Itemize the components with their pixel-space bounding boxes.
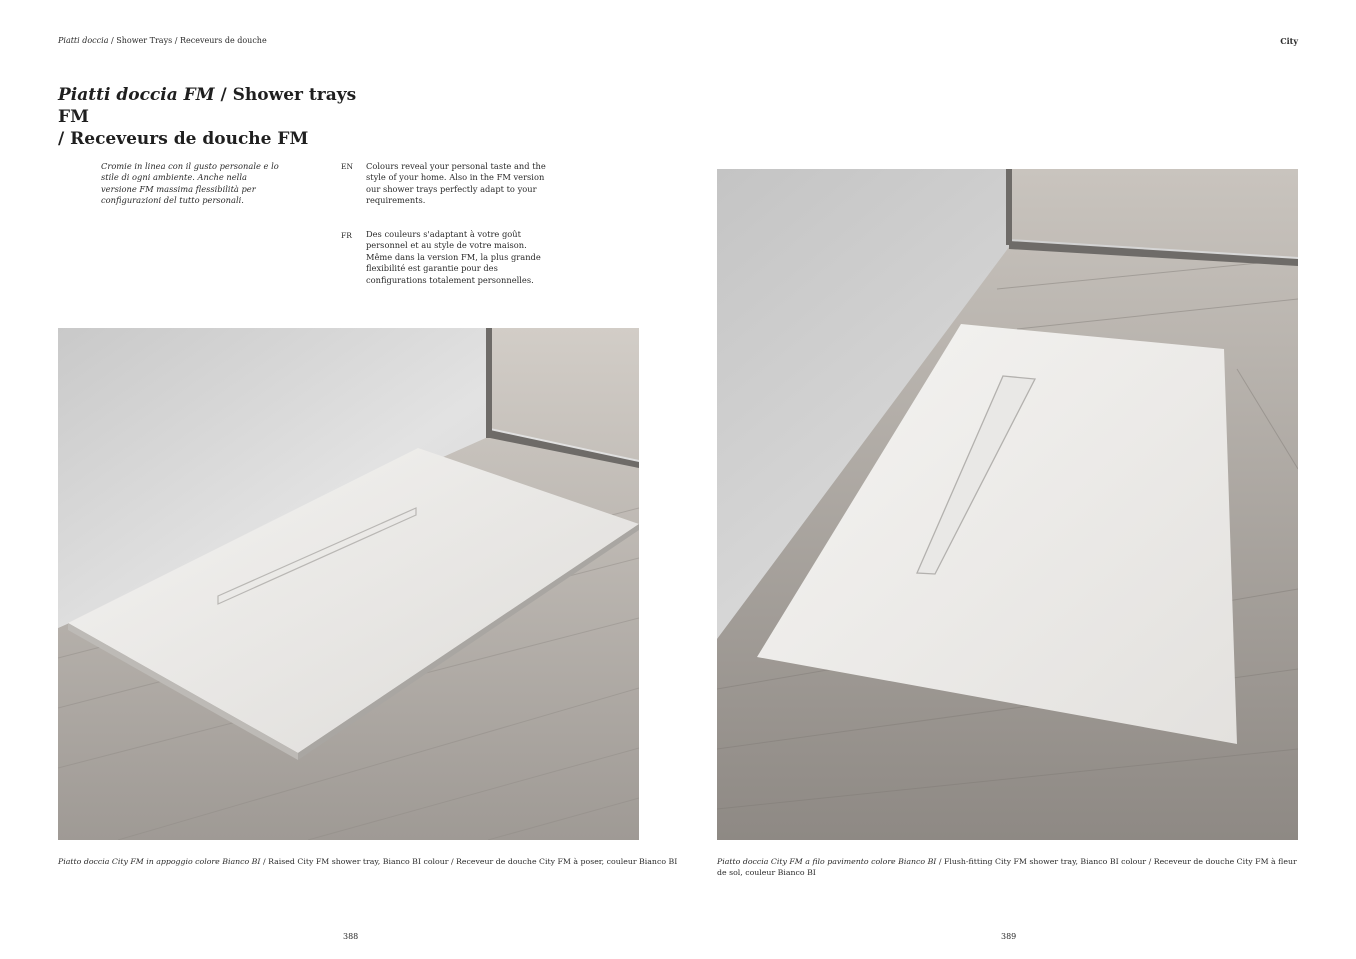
page-title bbox=[58, 84, 378, 150]
caption-right bbox=[717, 856, 1298, 878]
photo-flush-shower-tray bbox=[717, 169, 1298, 840]
photo-raised-shower-tray bbox=[58, 328, 639, 840]
caption-left bbox=[58, 856, 678, 867]
title-line1-rest: / Shower trays FM bbox=[58, 85, 357, 127]
lang-label-fr: FR bbox=[341, 231, 352, 240]
breadcrumb bbox=[58, 36, 267, 45]
caption-right-rest: / Flush-fitting City FM shower tray, Bianco BI colour / Receveur de douche City FM à fleur de sol, couleur Bianco BI bbox=[717, 857, 1297, 877]
caption-left-rest: / Raised City FM shower tray, Bianco BI colour / Receveur de douche City FM à poser, couleur Bianco BI bbox=[260, 857, 678, 866]
intro-french: Des couleurs s'adaptant à votre goût personnel et au style de votre maison. Même dans la version FM, la plus grande flexibilité est garantie pour des configurations totalement personnelles. bbox=[366, 229, 541, 285]
title-line2: / Receveurs de douche FM bbox=[58, 129, 309, 149]
lang-label-en: EN bbox=[341, 162, 354, 171]
breadcrumb-italic: Piatti doccia bbox=[58, 36, 109, 45]
intro-italian: Cromie in linea con il gusto personale e lo stile di ogni ambiente. Anche nella versione FM massima flessibilità per configurazioni del tutto personali. bbox=[101, 161, 279, 206]
title-italic: Piatti doccia FM bbox=[58, 85, 215, 105]
page-number-left: 388 bbox=[343, 932, 359, 941]
intro-english: Colours reveal your personal taste and the style of your home. Also in the FM version our shower trays perfectly adapt to your requirements. bbox=[366, 161, 546, 206]
page-number-right: 389 bbox=[1001, 932, 1017, 941]
caption-right-italic: Piatto doccia City FM a filo pavimento colore Bianco BI bbox=[717, 857, 937, 866]
section-label: City bbox=[1280, 36, 1298, 46]
caption-left-italic: Piatto doccia City FM in appoggio colore Bianco BI bbox=[58, 857, 261, 866]
breadcrumb-rest: / Shower Trays / Receveurs de douche bbox=[108, 36, 267, 45]
